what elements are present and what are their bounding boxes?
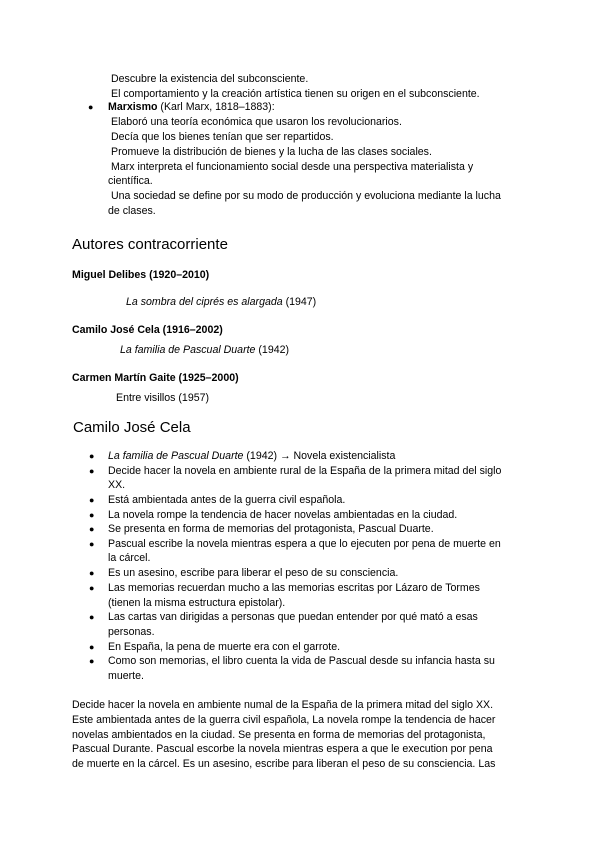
- marxismo-heading: [108, 101, 275, 114]
- cela-bullet-line: Las memorias recuerdan mucho a las memorias escritas por Lázaro de Tormes: [108, 582, 480, 594]
- marxismo-line: Marx interpreta el funcionamiento social desde una perspectiva materialista y: [111, 161, 474, 173]
- work-title: La familia de Pascual Duarte: [120, 344, 256, 356]
- cela-bullet-line: Está ambientada antes de la guerra civil española.: [108, 494, 346, 506]
- paragraph-line: novelas ambientados en la ciudad. Se presenta en forma de memorias del protagonista,: [72, 729, 486, 741]
- bullet-icon: ●: [89, 466, 95, 476]
- marxismo-detail: (Karl Marx, 1818–1883):: [157, 101, 275, 113]
- cela-bullet-line: Decide hacer la novela en ambiente rural de la España de la primera mitad del siglo: [108, 465, 502, 477]
- work-title: La familia de Pascual Duarte: [108, 450, 244, 462]
- bullet-icon: ●: [89, 495, 95, 505]
- cela-bullet-line: Las cartas van dirigidas a personas que puedan entender por qué mató a esas: [108, 611, 478, 623]
- marxismo-line: Una sociedad se define por su modo de producción y evoluciona mediante la lucha: [111, 190, 501, 202]
- cela-bullet-line: Es un asesino, escribe para liberar el peso de su consciencia.: [108, 567, 399, 579]
- marxismo-line: Promueve la distribución de bienes y la lucha de las clases sociales.: [111, 146, 432, 158]
- cela-bullet-line: la cárcel.: [108, 552, 151, 564]
- author-name: Miguel Delibes (1920–2010): [72, 269, 210, 281]
- marxismo-label: Marxismo: [108, 101, 158, 113]
- cela-bullet-line: En España, la pena de muerte era con el garrote.: [108, 641, 341, 653]
- bullet-icon: ●: [89, 642, 95, 652]
- section-title-cela: Camilo José Cela: [73, 419, 191, 436]
- work-detail: (1942) → Novela existencialista: [243, 450, 396, 462]
- author-name: Camilo José Cela (1916–2002): [72, 324, 223, 336]
- author-work: Entre visillos (1957): [116, 392, 210, 404]
- work-title: La sombra del ciprés es alargada: [126, 296, 283, 308]
- intro-line: El comportamiento y la creación artística tienen su origen en el subconsciente.: [111, 88, 480, 100]
- author-work: [120, 344, 289, 357]
- bullet-icon: ●: [89, 510, 95, 520]
- bullet-icon: ●: [89, 451, 95, 461]
- bullet-icon: ●: [89, 539, 95, 549]
- bullet-icon: ●: [89, 583, 95, 593]
- cela-bullet-line: (tienen la misma estructura epistolar).: [108, 597, 286, 609]
- marxismo-line: Decía que los bienes tenían que ser repartidos.: [111, 131, 334, 143]
- marxismo-line: Elaboró una teoría económica que usaron los revolucionarios.: [111, 116, 402, 128]
- author-work: [126, 296, 316, 309]
- work-year: (1947): [282, 296, 317, 308]
- bullet-icon: ●: [88, 102, 94, 112]
- bullet-icon: ●: [89, 568, 95, 578]
- cela-bullet-line: personas.: [108, 626, 155, 638]
- cela-bullet-line: Pascual escribe la novela mientras espera a que lo ejecuten por pena de muerte en: [108, 538, 501, 550]
- paragraph-line: de muerte en la cárcel. Es un asesino, escribe para liberan el peso de su consciencia. Las: [72, 758, 496, 770]
- work-year: (1942): [255, 344, 290, 356]
- paragraph-line: Este ambientada antes de la guerra civil española, La novela rompe la tendencia de hacer: [72, 714, 496, 726]
- paragraph-line: Decide hacer la novela en ambiente numal de la España de la primera mitad del siglo XX.: [72, 699, 494, 711]
- cela-bullet-line: [108, 450, 395, 463]
- marxismo-line: de clases.: [108, 205, 156, 217]
- marxismo-line: científica.: [108, 175, 153, 187]
- bullet-icon: ●: [89, 524, 95, 534]
- cela-bullet-line: XX.: [108, 479, 126, 491]
- cela-bullet-line: Como son memorias, el libro cuenta la vida de Pascual desde su infancia hasta su: [108, 655, 495, 667]
- section-title-autores: Autores contracorriente: [72, 236, 228, 253]
- cela-bullet-line: Se presenta en forma de memorias del protagonista, Pascual Duarte.: [108, 523, 434, 535]
- bullet-icon: ●: [89, 656, 95, 666]
- bullet-icon: ●: [89, 612, 95, 622]
- cela-bullet-line: La novela rompe la tendencia de hacer novelas ambientadas en la ciudad.: [108, 509, 458, 521]
- intro-line: Descubre la existencia del subconsciente.: [111, 73, 309, 85]
- cela-bullet-line: muerte.: [108, 670, 144, 682]
- paragraph-line: Pascual Durante. Pascual escorbe la novela mientras espera a que le execution por pena: [72, 743, 493, 755]
- author-name: Carmen Martín Gaite (1925–2000): [72, 372, 239, 384]
